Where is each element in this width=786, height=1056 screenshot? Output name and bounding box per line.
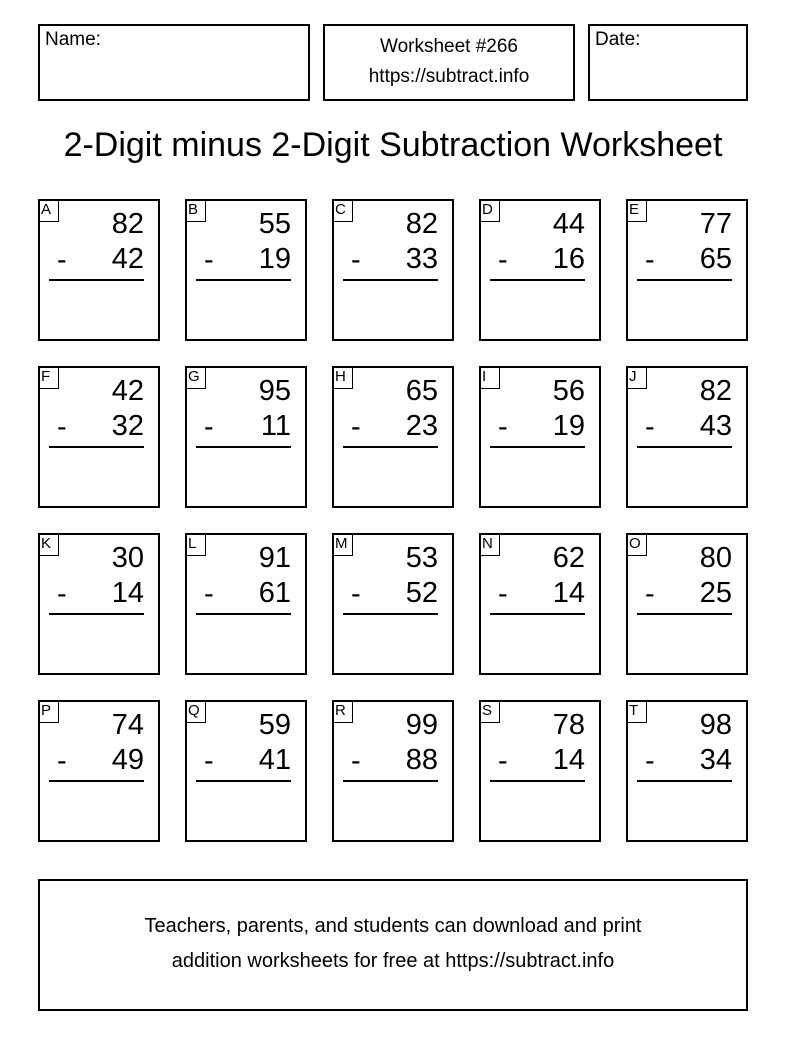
footer-line-1: Teachers, parents, and students can download and print [144,915,642,937]
subtrahend: 34 [699,744,732,776]
problem-letter: N [479,533,500,556]
problem-card[interactable] [626,700,748,842]
footer-box [38,879,748,1011]
problem-letter: K [38,533,59,556]
minuend: 56 [552,375,585,407]
minuend: 82 [111,208,144,240]
minuend: 95 [258,375,291,407]
answer-line [490,613,585,615]
problem-letter: L [185,533,206,556]
answer-line [490,446,585,448]
problem-card[interactable] [185,700,307,842]
answer-line [490,780,585,782]
problem-card[interactable] [332,199,454,341]
minuend: 77 [699,208,732,240]
minus-sign: - [57,244,67,276]
problem-card[interactable] [185,533,307,675]
minus-sign: - [351,411,361,443]
problem-card[interactable] [332,366,454,508]
minuend: 78 [552,709,585,741]
problem-card[interactable] [479,199,601,341]
subtrahend: 32 [111,410,144,442]
answer-line [196,613,291,615]
answer-line [49,446,144,448]
subtrahend: 25 [699,577,732,609]
answer-line [196,279,291,281]
problem-card[interactable] [626,366,748,508]
problem-card[interactable] [479,366,601,508]
minus-sign: - [204,578,214,610]
problem-letter: O [626,533,647,556]
minuend: 30 [111,542,144,574]
problem-letter: C [332,199,353,222]
worksheet-number: Worksheet #266 [379,36,518,57]
problem-card[interactable] [479,700,601,842]
name-box[interactable] [38,24,310,101]
minuend: 91 [258,542,291,574]
problem-letter: G [185,366,206,389]
minuend: 74 [111,709,144,741]
minus-sign: - [351,745,361,777]
minus-sign: - [204,244,214,276]
answer-line [343,279,438,281]
answer-line [490,279,585,281]
problem-letter: H [332,366,353,389]
problem-card[interactable] [332,700,454,842]
subtrahend: 19 [258,243,291,275]
answer-line [49,613,144,615]
subtrahend: 33 [405,243,438,275]
problem-card[interactable] [38,199,160,341]
problem-card[interactable] [38,366,160,508]
subtrahend: 43 [699,410,732,442]
minus-sign: - [498,244,508,276]
minuend: 98 [699,709,732,741]
problem-card[interactable] [185,366,307,508]
minuend: 62 [552,542,585,574]
minuend: 99 [405,709,438,741]
problem-card[interactable] [626,533,748,675]
minuend: 80 [699,542,732,574]
problem-card[interactable] [332,533,454,675]
subtrahend: 23 [405,410,438,442]
footer-line-2: addition worksheets for free at https://subtract.info [171,950,615,972]
subtrahend: 65 [699,243,732,275]
subtrahend: 11 [260,410,291,442]
subtrahend: 14 [552,577,585,609]
problem-letter: I [479,366,500,389]
minus-sign: - [645,411,655,443]
subtrahend: 52 [405,577,438,609]
answer-line [343,780,438,782]
problem-letter: A [38,199,59,222]
problem-card[interactable] [38,700,160,842]
answer-line [637,279,732,281]
minuend: 82 [405,208,438,240]
problem-letter: M [332,533,353,556]
minus-sign: - [498,745,508,777]
minus-sign: - [57,411,67,443]
subtrahend: 49 [111,744,144,776]
problem-letter: T [626,700,647,723]
date-label: Date: [595,29,641,50]
minus-sign: - [204,745,214,777]
minuend: 59 [258,709,291,741]
subtrahend: 14 [552,744,585,776]
problem-letter: R [332,700,353,723]
minus-sign: - [351,578,361,610]
problem-card[interactable] [38,533,160,675]
name-label: Name: [45,29,101,50]
minus-sign: - [645,745,655,777]
subtrahend: 41 [258,744,291,776]
problem-letter: P [38,700,59,723]
problem-card[interactable] [479,533,601,675]
subtrahend: 42 [111,243,144,275]
problem-letter: Q [185,700,206,723]
problem-letter: E [626,199,647,222]
minuend: 82 [699,375,732,407]
answer-line [637,780,732,782]
problem-card[interactable] [185,199,307,341]
subtrahend: 14 [111,577,144,609]
minus-sign: - [351,244,361,276]
problem-letter: F [38,366,59,389]
minus-sign: - [57,745,67,777]
minus-sign: - [57,578,67,610]
worksheet-info-box [323,24,575,101]
minus-sign: - [204,411,214,443]
answer-line [637,613,732,615]
problem-letter: J [626,366,647,389]
worksheet-url: https://subtract.info [368,66,530,87]
minus-sign: - [498,578,508,610]
problem-letter: B [185,199,206,222]
answer-line [637,446,732,448]
subtrahend: 61 [258,577,291,609]
subtrahend: 16 [552,243,585,275]
answer-line [196,446,291,448]
minuend: 53 [405,542,438,574]
minuend: 44 [552,208,585,240]
answer-line [343,613,438,615]
answer-line [343,446,438,448]
minuend: 55 [258,208,291,240]
date-box[interactable] [588,24,748,101]
minus-sign: - [498,411,508,443]
subtrahend: 19 [552,410,585,442]
problem-card[interactable] [626,199,748,341]
page-title: 2-Digit minus 2-Digit Subtraction Worksheet [63,126,723,164]
problem-letter: D [479,199,500,222]
answer-line [196,780,291,782]
answer-line [49,780,144,782]
minuend: 65 [405,375,438,407]
subtrahend: 88 [405,744,438,776]
minus-sign: - [645,578,655,610]
answer-line [49,279,144,281]
minus-sign: - [645,244,655,276]
problem-letter: S [479,700,500,723]
minuend: 42 [111,375,144,407]
